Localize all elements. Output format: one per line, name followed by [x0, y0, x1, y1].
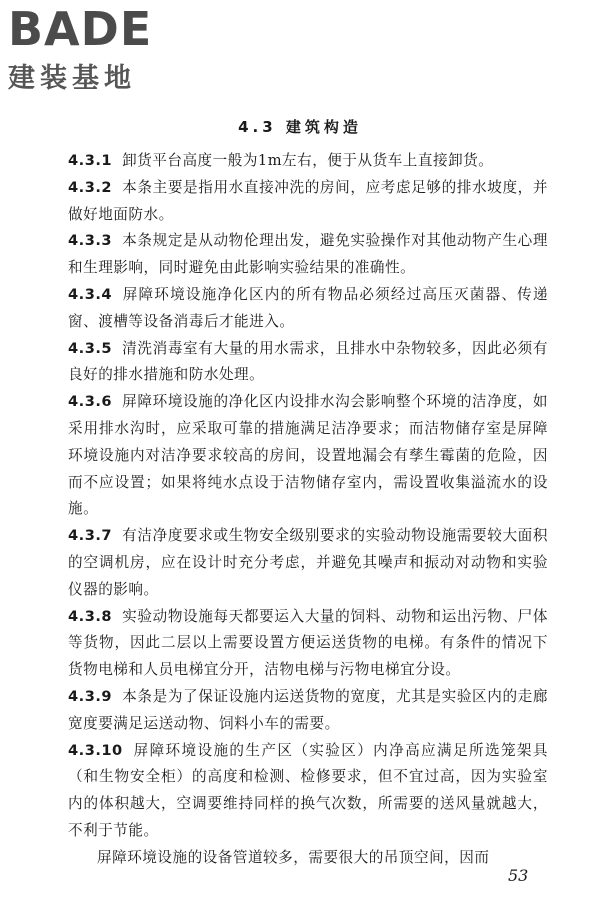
- paragraph-4-3-2: [68, 175, 548, 229]
- paragraph-number: 4.3.3: [68, 232, 113, 250]
- paragraph-number: 4.3.10: [68, 741, 123, 759]
- paragraph-text: 屏障环境设施的设备管道较多，需要很大的吊顶空间，因而: [97, 848, 490, 866]
- paragraph-number: 4.3.9: [68, 687, 113, 705]
- paragraph-text: 实验动物设施每天都要运入大量的饲料、动物和运出污物、尸体等货物，因此二层以上需要设置方便运送货物的电梯。有条件的情况下货物电梯和人员电梯宜分开，洁物电梯与污物电梯宜分设。: [68, 607, 548, 679]
- paragraph-4-3-5: [68, 336, 548, 390]
- paragraph-text: 本条主要是指用水直接冲洗的房间，应考虑足够的排水坡度，并做好地面防水。: [68, 178, 548, 223]
- paragraph-4-3-10: [68, 738, 548, 845]
- paragraph-text: 本条是为了保证设施内运送货物的宽度，尤其是实验区内的走廊宽度要满足运送动物、饲料小车的需要。: [68, 687, 548, 732]
- paragraph-4-3-6: [68, 389, 548, 523]
- paragraph-number: 4.3.1: [68, 152, 113, 169]
- paragraph-number: 4.3.8: [68, 607, 113, 625]
- paragraph-text: 屏障环境设施的净化区内设排水沟会影响整个环境的洁净度，如采用排水沟时，应采取可靠的措施满足洁净要求；而洁物储存室是屏障环境设施内对洁净要求较高的房间，设置地漏会有孳生霉菌的危险，因而不应设置；如果将纯水点设于洁物储存室内，需设置收集溢流水的设施。: [68, 393, 548, 518]
- paragraph-number: 4.3.4: [68, 285, 113, 303]
- paragraph-text: 清洗消毒室有大量的用水需求，且排水中杂物较多，因此必须有良好的排水措施和防水处理。: [68, 339, 548, 384]
- section-title: 4.3 建筑构造: [238, 118, 362, 136]
- paragraph-continuation: [68, 845, 548, 872]
- bade-logo: [8, 2, 153, 95]
- page-number: 53: [508, 866, 529, 885]
- paragraph-4-3-8: [68, 604, 548, 684]
- paragraph-text: 卸货平台高度一般为1m左右，便于从货车上直接卸货。: [122, 152, 494, 169]
- paragraph-number: 4.3.2: [68, 178, 113, 196]
- paragraph-4-3-1: [68, 148, 548, 175]
- paragraph-4-3-9: [68, 684, 548, 738]
- paragraph-text: 本条规定是从动物伦理出发，避免实验操作对其他动物产生心理和生理影响，同时避免由此影响实验结果的准确性。: [68, 232, 548, 277]
- document-body: [68, 148, 548, 872]
- paragraph-4-3-4: [68, 282, 548, 336]
- paragraph-text: 屏障环境设施的生产区（实验区）内净高应满足所选笼架具（和生物安全柜）的高度和检测、检修要求，但不宜过高，因为实验室内的体积越大，空调要维持同样的换气次数，所需要的送风量就越大，不利于节能。: [68, 741, 548, 839]
- paragraph-number: 4.3.7: [68, 527, 113, 545]
- paragraph-text: 屏障环境设施净化区内的所有物品必须经过高压灭菌器、传递窗、渡槽等设备消毒后才能进入。: [68, 285, 548, 330]
- paragraph-text: 有洁净度要求或生物安全级别要求的实验动物设施需要较大面积的空调机房，应在设计时充分考虑，并避免其噪声和振动对动物和实验仪器的影响。: [68, 527, 548, 598]
- logo-text: BADE: [8, 2, 153, 56]
- paragraph-4-3-3: [68, 228, 548, 282]
- logo-subtext: 建装基地: [8, 63, 136, 94]
- paragraph-number: 4.3.6: [68, 393, 113, 411]
- paragraph-number: 4.3.5: [68, 339, 113, 357]
- paragraph-4-3-7: [68, 523, 548, 603]
